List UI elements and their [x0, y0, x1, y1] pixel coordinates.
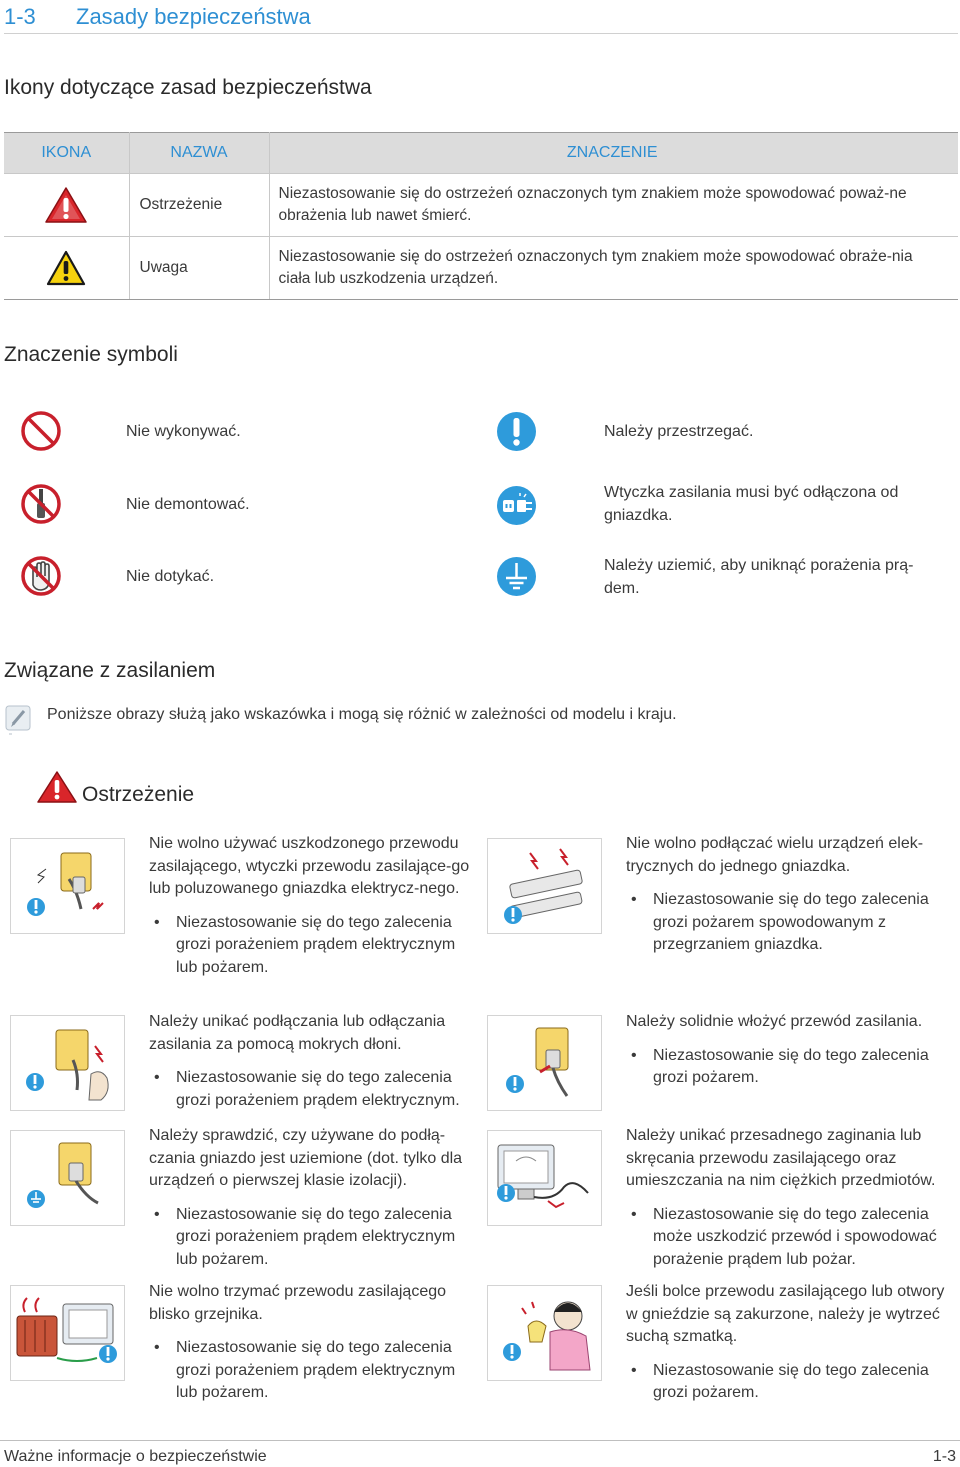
item-text: Należy unikać przesadnego zaginania lub skręcania przewodu zasilającego oraz umieszczania na nim ciężkich przedmiotów.	[626, 1127, 936, 1189]
list-item	[149, 1281, 479, 1405]
item-text: Należy solidnie włożyć przewód zasilania.	[626, 1013, 923, 1030]
cord-near-heater-illustration	[10, 1285, 125, 1381]
item-bullet: • Niezastosowanie się do tego zalecenia grozi porażeniem prądem elektrycznym lub pożarem.	[149, 1337, 479, 1405]
column-header-icon: IKONA	[4, 133, 129, 174]
table-header-row	[4, 133, 958, 174]
footer-page-number: 1-3	[932, 1448, 956, 1465]
symbol-text: Należy uziemić, aby uniknąć porażenia prą-dem.	[604, 557, 914, 597]
symbols-section-heading: Znaczenie symboli	[4, 343, 178, 366]
list-item	[626, 833, 956, 957]
damaged-cord-illustration	[10, 838, 125, 934]
chapter-title: Zasady bezpieczeństwa	[76, 4, 311, 29]
overloaded-outlet-illustration	[487, 838, 602, 934]
item-bullet: • Niezastosowanie się do tego zalecenia grozi porażeniem prądem elektrycznym lub pożarem.	[149, 1204, 479, 1272]
warning-label: Ostrzeżenie	[82, 783, 195, 806]
item-bullet: • Niezastosowanie się do tego zalecenia grozi pożarem.	[626, 1360, 956, 1405]
icons-section-heading: Ikony dotyczące zasad bezpieczeństwa	[4, 76, 372, 99]
footer-title: Ważne informacje o bezpieczeństwie	[4, 1448, 267, 1465]
grounded-outlet-illustration	[10, 1130, 125, 1226]
do-not-touch-icon	[20, 555, 62, 597]
column-header-meaning: ZNACZENIE	[269, 133, 958, 174]
item-text: Należy sprawdzić, czy używane do podłą-czania gniazdo jest uziemione (dot. tylko dla urządzeń o pierwszej klasie izolacji).	[149, 1127, 463, 1189]
warning-heading	[36, 770, 195, 809]
mandatory-exclamation-icon	[496, 411, 537, 452]
item-text: Nie wolno trzymać przewodu zasilającego blisko grzejnika.	[149, 1283, 447, 1323]
prohibited-icon	[20, 410, 62, 452]
list-item	[149, 833, 479, 979]
list-item	[149, 1011, 479, 1112]
column-header-name: NAZWA	[129, 133, 269, 174]
chapter-number: 1-3	[4, 4, 36, 29]
wet-hands-illustration	[10, 1015, 125, 1111]
row-meaning: Niezastosowanie się do ostrzeżeń oznaczonych tym znakiem może spowodować obraże-nia ciała lub uszkodzenia urządzeń.	[269, 237, 958, 300]
item-bullet: • Niezastosowanie się do tego zalecenia grozi porażeniem prądem elektrycznym lub pożarem.	[149, 912, 479, 980]
list-item	[626, 1011, 956, 1090]
insert-plug-firmly-illustration	[487, 1015, 602, 1111]
item-text: Jeśli bolce przewodu zasilającego lub otwory w gnieździe są zakurzone, należy je wytrzeć suchą szmatką.	[626, 1283, 945, 1345]
row-name: Ostrzeżenie	[129, 174, 269, 237]
symbol-text: Wtyczka zasilania musi być odłączona od gniazdka.	[604, 484, 899, 524]
item-bullet: • Niezastosowanie się do tego zalecenia grozi pożarem.	[626, 1045, 956, 1090]
icons-table	[4, 132, 958, 300]
symbol-text: Nie dotykać.	[126, 568, 215, 585]
caution-yellow-triangle-icon	[46, 250, 86, 286]
bent-cord-monitor-illustration	[487, 1130, 602, 1226]
symbol-text: Nie wykonywać.	[126, 423, 241, 440]
note-pencil-icon	[4, 704, 32, 738]
item-text: Należy unikać podłączania lub odłączania zasilania za pomocą mokrych dłoni.	[149, 1013, 446, 1053]
list-item	[149, 1125, 479, 1271]
do-not-disassemble-icon	[20, 483, 62, 525]
note-text: Poniższe obrazy służą jako wskazówka i mogą się różnić w zależności od modelu i kraju.	[47, 706, 677, 723]
symbol-text: Nie demontować.	[126, 496, 250, 513]
list-item	[626, 1281, 956, 1405]
item-bullet: • Niezastosowanie się do tego zalecenia grozi porażeniem prądem elektrycznym.	[149, 1067, 479, 1112]
item-text: Nie wolno podłączać wielu urządzeń elek-trycznych do jednego gniazdka.	[626, 835, 924, 875]
list-item	[626, 1125, 956, 1271]
row-name: Uwaga	[129, 237, 269, 300]
warning-red-triangle-icon	[44, 186, 88, 224]
item-bullet: • Niezastosowanie się do tego zalecenia grozi pożarem spowodowanym z przegrzaniem gniazdka.	[626, 889, 956, 957]
power-section-heading: Związane z zasilaniem	[4, 659, 216, 682]
item-text: Nie wolno używać uszkodzonego przewodu zasilającego, wtyczki przewodu zasilające-go lub poluzowanego gniazdka elektrycz-nego.	[149, 835, 470, 897]
unplug-icon	[496, 485, 537, 526]
clean-plug-illustration	[487, 1285, 602, 1381]
symbol-text: Należy przestrzegać.	[604, 423, 754, 440]
row-meaning: Niezastosowanie się do ostrzeżeń oznaczonych tym znakiem może spowodować poważ-ne obrażenia lub nawet śmierć.	[269, 174, 958, 237]
warning-red-triangle-icon	[36, 770, 78, 804]
item-bullet: • Niezastosowanie się do tego zalecenia może uszkodzić przewód i spowodować porażenie prądem lub pożar.	[626, 1204, 956, 1272]
ground-icon	[496, 556, 537, 597]
chapter-header	[4, 2, 958, 34]
table-row	[4, 174, 958, 237]
page-footer	[0, 1440, 960, 1467]
table-row	[4, 237, 958, 300]
